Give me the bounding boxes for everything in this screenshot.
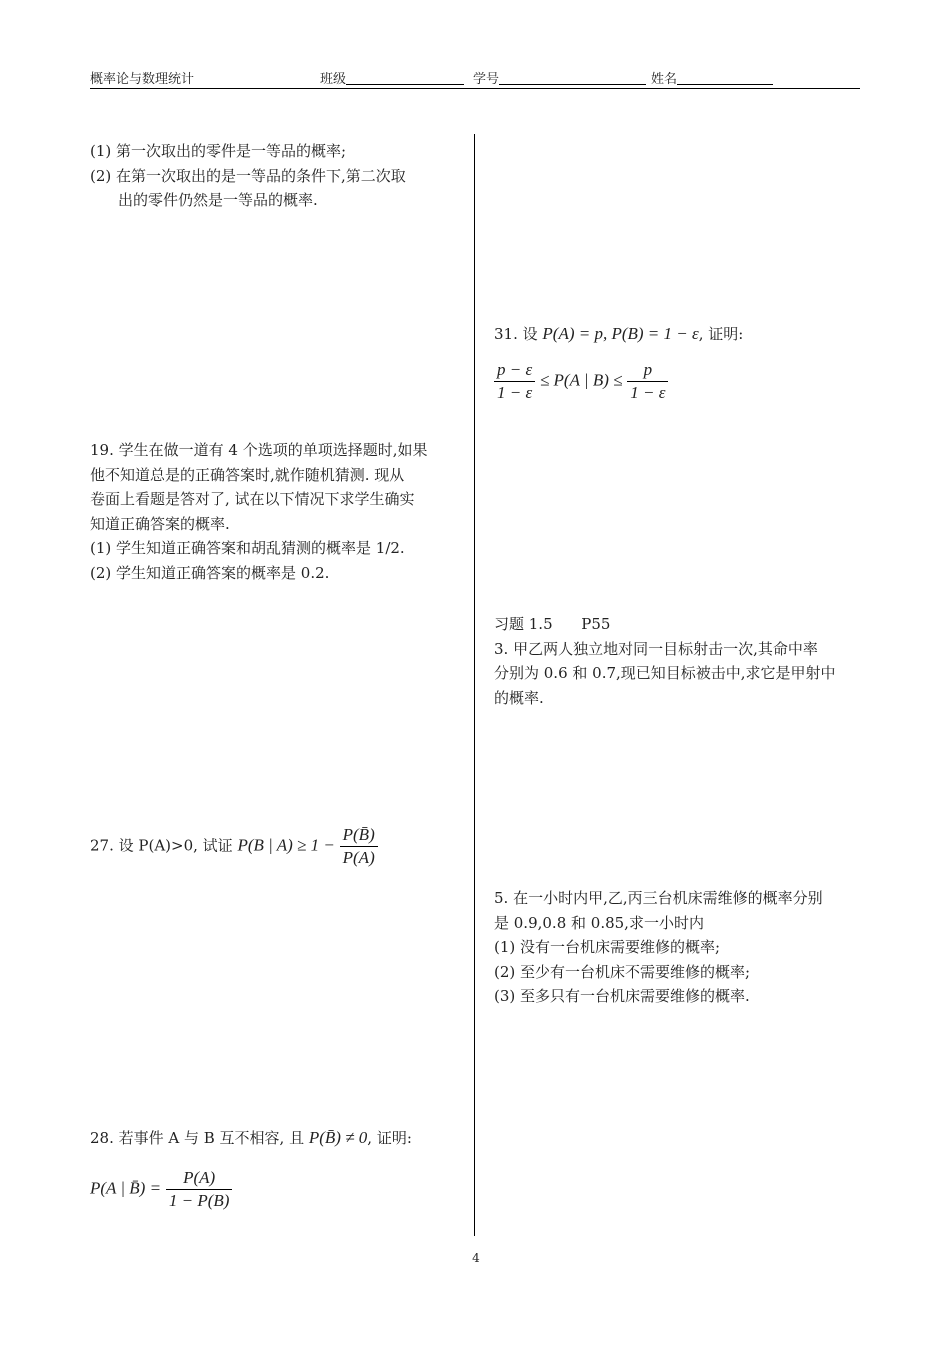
student-id-blank — [499, 70, 646, 85]
fraction-denominator: P(A) — [342, 848, 375, 867]
page-number: 4 — [472, 1251, 480, 1265]
fraction-denominator: 1 − ε — [630, 382, 666, 402]
question-27-inequality: P(B | A) ≥ 1 − — [237, 835, 335, 855]
class-label: 班级 — [320, 72, 347, 87]
text-line: (2) 在第一次取出的是一等品的条件下,第二次取 — [90, 166, 406, 185]
question-31-middle: ≤ P(A | B) ≤ — [539, 370, 623, 389]
question-28-suffix: , 证明: — [367, 1129, 412, 1147]
question-28-fraction — [166, 1167, 233, 1212]
course-title: 概率论与数理统计 — [90, 72, 195, 87]
question-28-condition: P(B̄) ≠ 0 — [308, 1128, 368, 1147]
text-line: (1) 第一次取出的零件是一等品的概率; — [90, 142, 347, 160]
class-field — [320, 68, 346, 87]
text-line: 的概率. — [494, 688, 544, 707]
fraction-denominator: 1 − ε — [497, 382, 533, 402]
name-label: 姓名 — [651, 72, 678, 87]
page-header — [90, 66, 860, 89]
question-31-condition: P(A) = p, P(B) = 1 − ε — [542, 324, 699, 343]
text-line: (1) 没有一台机床需要维修的概率; — [494, 938, 721, 956]
name-field — [651, 68, 677, 87]
question-28 — [90, 1126, 470, 1212]
question-28-formula — [90, 1167, 470, 1212]
column-divider — [474, 134, 475, 1236]
question-31-prefix: 31. 设 — [494, 325, 538, 343]
question-31-formula — [494, 359, 864, 404]
exercise-title: 习题 1.5 P55 — [494, 615, 611, 633]
question-27-fraction — [340, 824, 378, 869]
exercise-1-5-question-3 — [494, 612, 864, 710]
text-line: 他不知道总是的正确答案时,就作随机猜测. 现从 — [90, 465, 405, 484]
text-line: 分别为 0.6 和 0.7,现已知目标被击中,求它是甲射中 — [494, 664, 836, 682]
question-5 — [494, 886, 864, 1009]
question-27 — [90, 824, 470, 869]
question-19 — [90, 438, 470, 585]
question-continuation — [90, 139, 470, 213]
text-line: (2) 学生知道正确答案的概率是 0.2. — [90, 563, 330, 582]
text-line: 卷面上看题是答对了, 试在以下情况下求学生确实 — [90, 490, 415, 508]
class-blank — [346, 70, 464, 85]
text-line: 知道正确答案的概率. — [90, 514, 230, 533]
question-27-prefix: 27. 设 P(A)>0, 试证 — [90, 836, 233, 855]
question-28-statement — [90, 1126, 470, 1151]
question-31-left-fraction — [494, 359, 535, 404]
text-line: (1) 学生知道正确答案和胡乱猜测的概率是 1/2. — [90, 539, 405, 557]
fraction-numerator: p — [627, 359, 668, 382]
student-id-field — [473, 68, 499, 87]
text-line: 是 0.9,0.8 和 0.85,求一小时内 — [494, 913, 704, 932]
question-28-lhs: P(A | B̄) = — [90, 1178, 162, 1197]
fraction-numerator: P(B̄) — [340, 824, 378, 847]
text-line: 19. 学生在做一道有 4 个选项的单项选择题时,如果 — [90, 441, 428, 459]
text-line: 出的零件仍然是一等品的概率. — [118, 191, 318, 209]
text-line: (2) 至少有一台机床不需要维修的概率; — [494, 962, 751, 981]
student-id-label: 学号 — [473, 72, 500, 87]
question-28-text: 28. 若事件 A 与 B 互不相容, 且 — [90, 1129, 305, 1147]
name-blank — [677, 70, 773, 85]
question-31 — [494, 322, 864, 404]
question-31-statement — [494, 322, 864, 347]
fraction-denominator: 1 − P(B) — [168, 1190, 230, 1210]
fraction-numerator: P(A) — [166, 1167, 233, 1190]
question-31-suffix: , 证明: — [698, 325, 744, 343]
text-line: (3) 至多只有一台机床需要维修的概率. — [494, 987, 750, 1005]
fraction-numerator: p − ε — [494, 359, 535, 382]
text-line: 3. 甲乙两人独立地对同一目标射击一次,其命中率 — [494, 639, 818, 658]
question-31-right-fraction — [627, 359, 668, 404]
text-line: 5. 在一小时内甲,乙,丙三台机床需维修的概率分别 — [494, 889, 823, 907]
